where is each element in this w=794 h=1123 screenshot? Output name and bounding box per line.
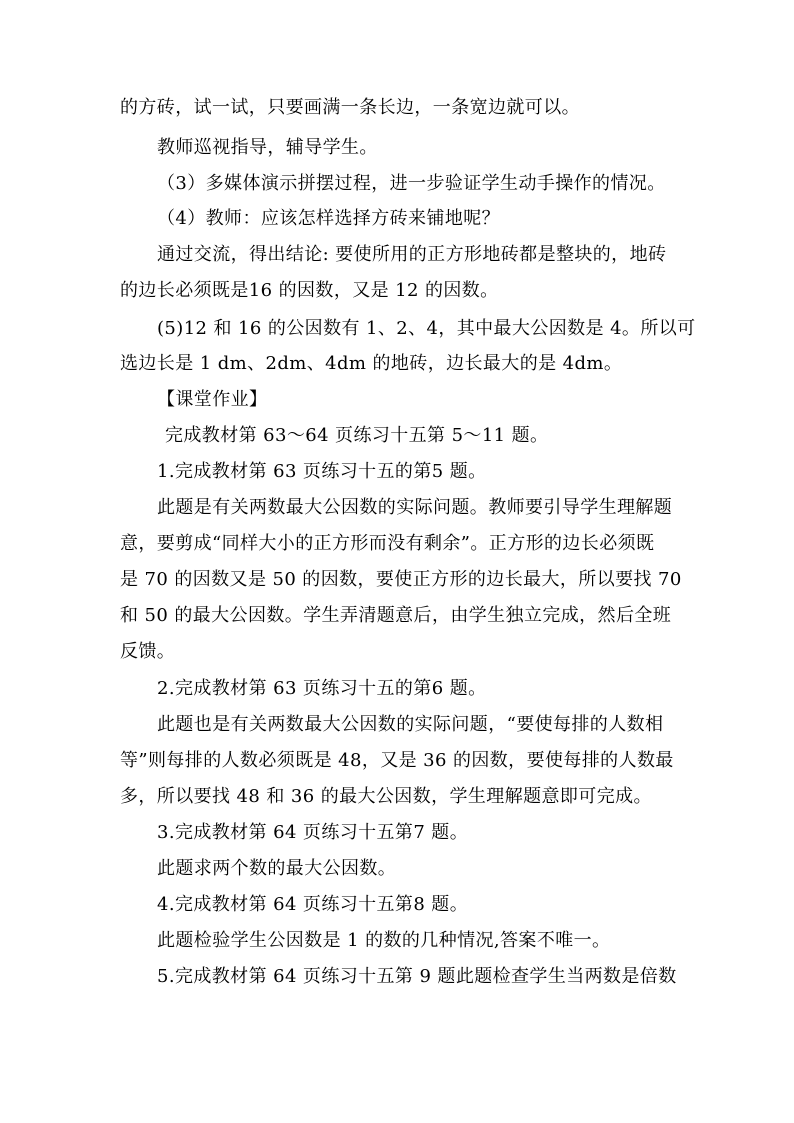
text-line: 5.完成教材第 64 页练习十五第 9 题此题检查学生当两数是倍数 bbox=[157, 966, 677, 987]
text-line: 此题检验学生公因数是 1 的数的几种情况,答案不唯一。 bbox=[157, 930, 611, 951]
text-line: （4）教师：应该怎样选择方砖来铺地呢？ bbox=[157, 208, 501, 229]
text-line: 完成教材第 63～64 页练习十五第 5～11 题。 bbox=[165, 425, 549, 446]
section-heading: 【课堂作业】 bbox=[157, 389, 268, 410]
text-line: (5)12 和 16 的公因数有 1、2、4，其中最大公因数是 4。所以可 bbox=[157, 318, 696, 339]
text-line: 是 70 的因数又是 50 的因数，要使正方形的边长最大，所以要找 70 bbox=[120, 569, 682, 590]
text-line: 选边长是 1 dm、2dm、4dm 的地砖，边长最大的是 4dm。 bbox=[120, 353, 623, 374]
text-line: （3）多媒体演示拼摆过程，进一步验证学生动手操作的情况。 bbox=[157, 173, 666, 194]
text-line: 的边长必须既是16 的因数，又是 12 的因数。 bbox=[120, 280, 499, 301]
text-line: 和 50 的最大公因数。学生弄清题意后，由学生独立完成，然后全班 bbox=[120, 605, 672, 626]
text-line: 通过交流，得出结论: 要使所用的正方形地砖都是整块的，地砖 bbox=[157, 244, 667, 265]
text-line: 此题也是有关两数最大公因数的实际问题，“要使每排的人数相 bbox=[157, 714, 664, 735]
text-line: 教师巡视指导，辅导学生。 bbox=[157, 137, 378, 158]
text-line: 意，要剪成“同样大小的正方形而没有剩余”。正方形的边长必须既 bbox=[120, 533, 655, 554]
text-line: 多，所以要找 48 和 36 的最大公因数，学生理解题意即可完成。 bbox=[120, 786, 652, 807]
text-line: 4.完成教材第 64 页练习十五第8 题。 bbox=[157, 894, 469, 915]
text-line: 此题求两个数的最大公因数。 bbox=[157, 858, 397, 879]
text-line: 反馈。 bbox=[120, 641, 176, 662]
text-line: 等”则每排的人数必须既是 48，又是 36 的因数，要使每排的人数最 bbox=[120, 750, 674, 771]
text-line: 1.完成教材第 63 页练习十五的第5 题。 bbox=[157, 461, 487, 482]
text-line: 2.完成教材第 63 页练习十五的第6 题。 bbox=[157, 678, 487, 699]
text-line: 的方砖，试一试，只要画满一条长边，一条宽边就可以。 bbox=[120, 97, 580, 118]
text-line: 此题是有关两数最大公因数的实际问题。教师要引导学生理解题 bbox=[157, 497, 673, 518]
text-line: 3.完成教材第 64 页练习十五第7 题。 bbox=[157, 822, 469, 843]
